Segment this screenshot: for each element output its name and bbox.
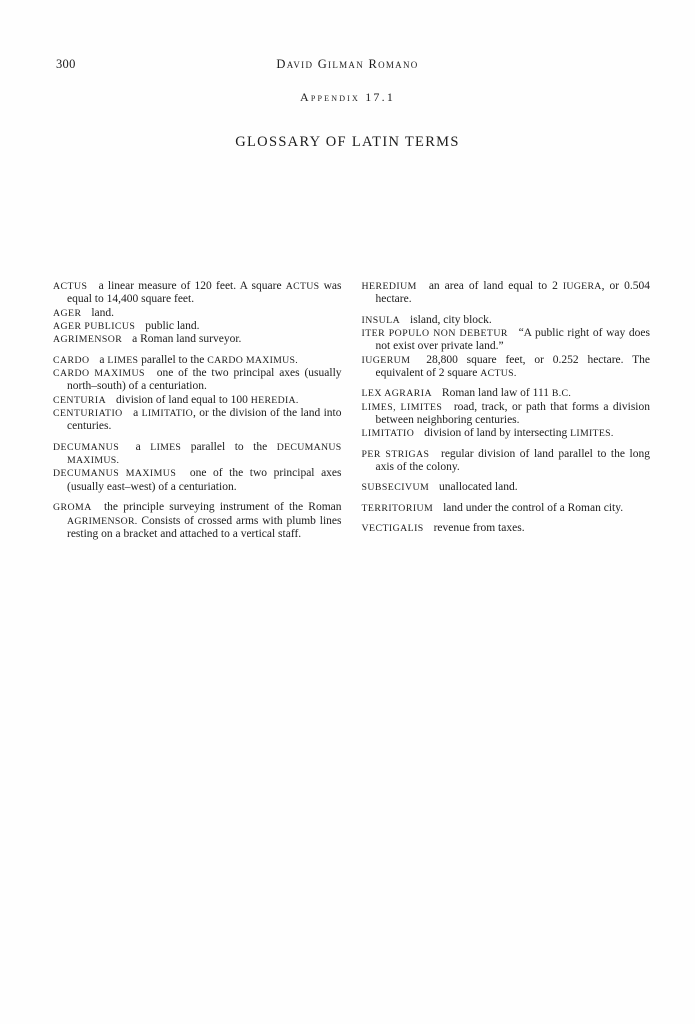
glossary-term: VECTIGALIS xyxy=(361,523,424,535)
glossary-definition: an area of land equal to 2 IUGERA, or 0.504 hectare. xyxy=(375,280,650,306)
appendix-label: Appendix 17.1 xyxy=(299,90,396,104)
glossary-term: LIMITATIO xyxy=(361,428,415,440)
glossary-group xyxy=(53,354,342,434)
glossary-term: ACTUS xyxy=(53,281,88,292)
glossary-definition: division of land equal to 100 HEREDIA. xyxy=(116,393,299,406)
latin-cross-reference: LIMITATIO xyxy=(141,408,194,420)
glossary-group xyxy=(53,501,342,541)
glossary-definition: a LIMES parallel to the DECUMANUS MAXIMUS. xyxy=(67,440,342,467)
glossary-entry xyxy=(362,354,651,381)
glossary-entry xyxy=(362,448,651,475)
latin-cross-reference: CARDO MAXIMUS. xyxy=(207,354,299,366)
latin-cross-reference: DECUMANUS MAXIMUS. xyxy=(67,441,342,467)
glossary-term: HEREDIUM xyxy=(361,281,417,292)
glossary-entry xyxy=(362,401,651,428)
glossary-entry xyxy=(53,407,342,434)
glossary-term: LEX AGRARIA xyxy=(361,388,433,400)
glossary-term: DECUMANUS MAXIMUS xyxy=(53,468,177,480)
glossary-column-right xyxy=(362,280,651,548)
glossary-entry xyxy=(53,307,342,320)
glossary-entry xyxy=(53,320,342,333)
glossary-definition: Roman land law of 111 B.C. xyxy=(441,387,572,400)
glossary-definition: one of the two principal axes (usually north–south) of a centuriation. xyxy=(67,367,342,393)
glossary-group xyxy=(362,502,651,515)
running-head: David Gilman Romano xyxy=(276,57,419,71)
latin-cross-reference: IUGERA xyxy=(562,281,602,292)
latin-cross-reference: HEREDIA. xyxy=(250,394,299,406)
glossary-term: DECUMANUS xyxy=(53,441,120,453)
latin-cross-reference: LIMITES. xyxy=(570,428,614,440)
glossary-definition: division of land by intersecting LIMITES. xyxy=(424,427,614,440)
glossary-entry xyxy=(53,394,342,407)
glossary-definition: a linear measure of 120 feet. A square ACTUS was equal to 14,400 square feet. xyxy=(67,280,342,306)
glossary-term: AGRIMENSOR xyxy=(53,334,123,346)
glossary-term: IUGERUM xyxy=(361,354,411,366)
glossary-term: GROMA xyxy=(53,502,92,514)
glossary-term: INSULA xyxy=(361,314,401,326)
glossary-group xyxy=(362,481,651,494)
page-title: GLOSSARY OF LATIN TERMS xyxy=(235,134,460,150)
glossary-definition: public land. xyxy=(145,320,200,333)
glossary-entry xyxy=(53,441,342,468)
glossary-group xyxy=(362,448,651,475)
glossary-group xyxy=(362,522,651,535)
glossary-term: TERRITORIUM xyxy=(361,502,434,514)
glossary-definition: a LIMITATIO, or the division of the land into centuries. xyxy=(67,407,342,433)
glossary-entry xyxy=(362,387,651,400)
glossary-definition: the principle surveying instrument of the Roman AGRIMENSOR. Consists of crossed arms with plumb lines resting on a bracket and attached to a vertical staff. xyxy=(67,501,342,540)
glossary-term: SUBSECIVUM xyxy=(361,482,430,494)
glossary-term: AGER PUBLICUS xyxy=(53,321,136,333)
latin-cross-reference: ACTUS. xyxy=(480,368,517,380)
glossary-definition: a LIMES parallel to the CARDO MAXIMUS. xyxy=(99,353,299,366)
glossary-definition: a Roman land surveyor. xyxy=(132,333,242,346)
glossary-term: AGER xyxy=(53,307,82,319)
glossary-definition: land. xyxy=(91,306,115,319)
glossary-group xyxy=(53,441,342,494)
glossary-term: CARDO MAXIMUS xyxy=(53,368,145,380)
glossary-entry xyxy=(53,467,342,494)
glossary-entry xyxy=(53,280,342,307)
glossary-definition: regular division of land parallel to the long axis of the colony. xyxy=(375,447,651,474)
glossary-entry xyxy=(53,367,342,394)
latin-cross-reference: B.C. xyxy=(551,388,572,400)
glossary-term: LIMES, LIMITES xyxy=(361,401,443,413)
glossary-definition: “A public right of way does not exist over private land.” xyxy=(375,327,651,353)
glossary-definition: one of the two principal axes (usually east–west) of a centuriation. xyxy=(67,467,342,493)
glossary-group xyxy=(53,280,342,347)
glossary-definition: unallocated land. xyxy=(439,481,518,494)
latin-cross-reference: ACTUS xyxy=(285,281,320,292)
glossary-entry xyxy=(362,522,651,535)
glossary-term: PER STRIGAS xyxy=(361,448,430,460)
glossary-group xyxy=(362,280,651,307)
glossary-definition: road, track, or path that forms a division between neighboring centuries. xyxy=(375,400,650,427)
latin-cross-reference: LIMES xyxy=(107,354,139,366)
glossary-definition: revenue from taxes. xyxy=(433,522,525,535)
glossary-definition: island, city block. xyxy=(410,313,492,326)
glossary-entry xyxy=(362,314,651,327)
glossary-entry xyxy=(362,427,651,440)
glossary-group xyxy=(362,314,651,381)
glossary-entry xyxy=(53,333,342,346)
glossary-group xyxy=(362,387,651,440)
glossary-entry xyxy=(362,481,651,494)
glossary-definition: land under the control of a Roman city. xyxy=(443,501,624,514)
glossary-term: CENTURIATIO xyxy=(53,408,123,420)
page-number: 300 xyxy=(56,57,76,71)
glossary-term: ITER POPULO NON DEBETUR xyxy=(361,328,508,340)
glossary-column-left xyxy=(53,280,342,548)
glossary-entry xyxy=(362,327,651,354)
latin-cross-reference: AGRIMENSOR. xyxy=(67,515,138,527)
glossary-definition: 28,800 square feet, or 0.252 hectare. The equivalent of 2 square ACTUS. xyxy=(375,353,650,380)
glossary-term: CENTURIA xyxy=(53,394,107,406)
glossary-entry xyxy=(53,354,342,367)
glossary-entry xyxy=(362,280,651,307)
glossary xyxy=(53,280,650,548)
glossary-term: CARDO xyxy=(53,354,90,366)
latin-cross-reference: LIMES xyxy=(150,441,182,453)
glossary-entry xyxy=(53,501,342,541)
glossary-entry xyxy=(362,502,651,515)
